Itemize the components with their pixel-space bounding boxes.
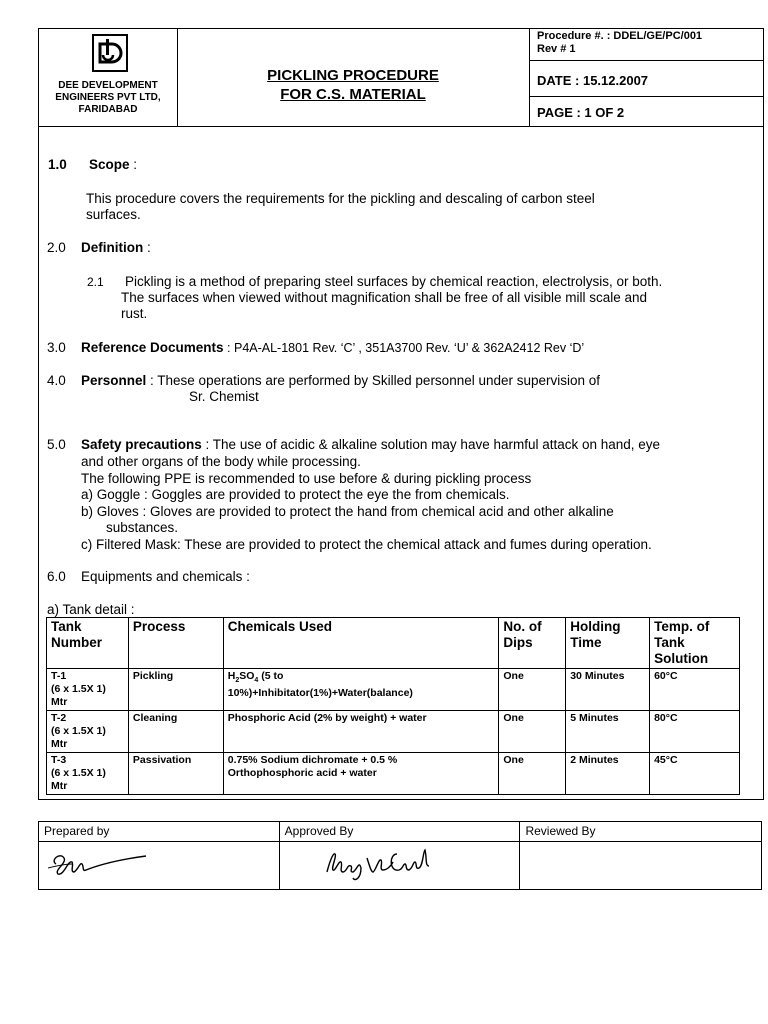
process-cell: Pickling (128, 669, 223, 711)
prepared-signature-cell (39, 842, 280, 890)
chem-formula-sub-1: 2 (235, 677, 240, 685)
personnel-number: 4.0 (47, 373, 66, 388)
chem-formula-sub-2: 4 (254, 677, 259, 685)
signoff-table (38, 821, 762, 890)
approved-signature (285, 844, 445, 884)
personnel-text: : These operations are performed by Skilled personnel under supervision of (146, 373, 601, 388)
page-number: PAGE : 1 OF 2 (537, 105, 625, 120)
definition-heading (81, 240, 151, 256)
definition-text-1: Pickling is a method of preparing steel surfaces by chemical reaction, electrolysis, or both. (125, 274, 663, 289)
reference-line (81, 340, 584, 356)
tank-detail-table (46, 617, 740, 795)
equipment-heading: Equipments and chemicals : (81, 569, 250, 584)
reference-text: : P4A-AL-1801 Rev. ‘C’ , 351A3700 Rev. ‘U’ & 362A2412 Rev ‘D’ (223, 341, 585, 355)
definition-colon: : (143, 240, 151, 255)
safety-text-3: The following PPE is recommended to use before & during pickling process (81, 471, 532, 486)
scope-text-1: This procedure covers the requirements for the pickling and descaling of carbon steel (86, 191, 595, 206)
personnel-title: Personnel (81, 373, 147, 388)
tank-table-header (47, 618, 740, 669)
header-divider (38, 126, 764, 127)
safety-text: : The use of acidic & alkaline solution may have harmful attack on hand, eye (201, 437, 661, 452)
company-line-1: DEE DEVELOPMENT (58, 80, 158, 91)
prepared-by-label: Prepared by (39, 822, 280, 842)
scope-heading (89, 157, 137, 173)
prepared-signature (44, 844, 154, 878)
tank-unit: Mtr (51, 780, 68, 792)
process-cell: Passivation (128, 753, 223, 795)
safety-item-b-2: substances. (106, 520, 179, 535)
title-line-1: PICKLING PROCEDURE (267, 67, 439, 84)
header-dips: No. of Dips (499, 618, 566, 669)
personnel-text-2: Sr. Chemist (189, 389, 259, 404)
safety-line (81, 437, 660, 453)
dips-cell: One (499, 711, 566, 753)
safety-item-c: c) Filtered Mask: These are provided to protect the chemical attack and fumes during operation. (81, 537, 652, 552)
meta-divider-2 (529, 96, 764, 97)
safety-item-a: a) Goggle : Goggles are provided to protect the eye the from chemicals. (81, 487, 510, 502)
document-title (178, 66, 528, 104)
definition-sub-number: 2.1 (87, 275, 104, 289)
header-chemicals: Chemicals Used (223, 618, 499, 669)
title-line-2: FOR C.S. MATERIAL (280, 86, 426, 103)
tank-id: T-3 (51, 754, 67, 766)
chemicals-line-1 (228, 670, 495, 687)
dips-cell: One (499, 669, 566, 711)
chemicals-cell: Phosphoric Acid (2% by weight) + water (223, 711, 499, 753)
header-tank-number: Tank Number (47, 618, 129, 669)
tank-size: (6 x 1.5X 1) (51, 683, 106, 695)
tank-unit: Mtr (51, 738, 68, 750)
definition-number: 2.0 (47, 240, 66, 255)
tank-size: (6 x 1.5X 1) (51, 767, 106, 779)
personnel-line (81, 373, 600, 389)
definition-text-2: The surfaces when viewed without magnification shall be free of all visible mill scale and (121, 290, 648, 305)
header-holding-time: Holding Time (566, 618, 650, 669)
reviewed-signature-cell (520, 842, 762, 890)
header-process: Process (128, 618, 223, 669)
company-logo (92, 34, 128, 72)
definition-title: Definition (81, 240, 144, 255)
safety-item-b: b) Gloves : Gloves are provided to protect the hand from chemical acid and other alkaline (81, 504, 614, 519)
scope-text-2: surfaces. (86, 207, 141, 222)
tank-cell (47, 711, 129, 753)
tank-id: T-1 (51, 670, 67, 682)
chemicals-line-2: 10%)+Inhibitator(1%)+Water(balance) (227, 687, 413, 700)
temp-cell: 45°C (650, 753, 740, 795)
signoff-signature-row (39, 842, 762, 890)
reference-number: 3.0 (47, 340, 66, 355)
header-vline-2 (529, 28, 530, 126)
definition-text-3: rust. (121, 306, 148, 321)
chem-formula-rest: (5 to (258, 670, 284, 682)
time-cell: 5 Minutes (566, 711, 650, 753)
time-cell: 2 Minutes (566, 753, 650, 795)
chemicals-cell (223, 753, 499, 795)
tank-id: T-2 (51, 712, 67, 724)
procedure-number: Procedure #. : DDEL/GE/PC/001 (537, 30, 703, 42)
safety-title: Safety precautions (81, 437, 202, 452)
tank-size: (6 x 1.5X 1) (51, 725, 106, 737)
tank-cell (47, 753, 129, 795)
equipment-number: 6.0 (47, 569, 66, 584)
temp-cell: 80°C (650, 711, 740, 753)
table-row (47, 711, 740, 753)
company-name (44, 80, 172, 116)
chemicals-line-1: 0.75% Sodium dichromate + 0.5 % (227, 754, 398, 766)
tank-unit: Mtr (51, 696, 68, 708)
approved-by-label: Approved By (279, 822, 520, 842)
chemicals-line-2: Orthophosphoric acid + water (227, 767, 377, 779)
scope-title: Scope (89, 157, 130, 172)
chem-formula-h: H (227, 670, 236, 682)
company-line-2: ENGINEERS PVT LTD, (55, 92, 161, 103)
header-temperature: Temp. of Tank Solution (650, 618, 740, 669)
tank-detail-label: a) Tank detail : (47, 602, 135, 617)
document-date: DATE : 15.12.2007 (537, 73, 649, 88)
chem-formula-so: SO (239, 670, 255, 682)
time-cell: 30 Minutes (566, 669, 650, 711)
scope-number: 1.0 (48, 157, 67, 172)
temp-cell: 60°C (650, 669, 740, 711)
table-row (47, 669, 740, 711)
revision-number: Rev # 1 (537, 43, 576, 55)
table-row (47, 753, 740, 795)
company-line-3: FARIDABAD (78, 104, 138, 115)
process-cell: Cleaning (128, 711, 223, 753)
dips-cell: One (499, 753, 566, 795)
meta-divider-1 (529, 60, 764, 61)
reviewed-by-label: Reviewed By (520, 822, 762, 842)
safety-number: 5.0 (47, 437, 66, 452)
approved-signature-cell (279, 842, 520, 890)
tank-cell (47, 669, 129, 711)
scope-colon: : (129, 157, 138, 172)
chemicals-cell (223, 669, 499, 711)
safety-text-2: and other organs of the body while processing. (81, 454, 361, 469)
reference-title: Reference Documents (81, 340, 224, 355)
signoff-header-row (39, 822, 762, 842)
